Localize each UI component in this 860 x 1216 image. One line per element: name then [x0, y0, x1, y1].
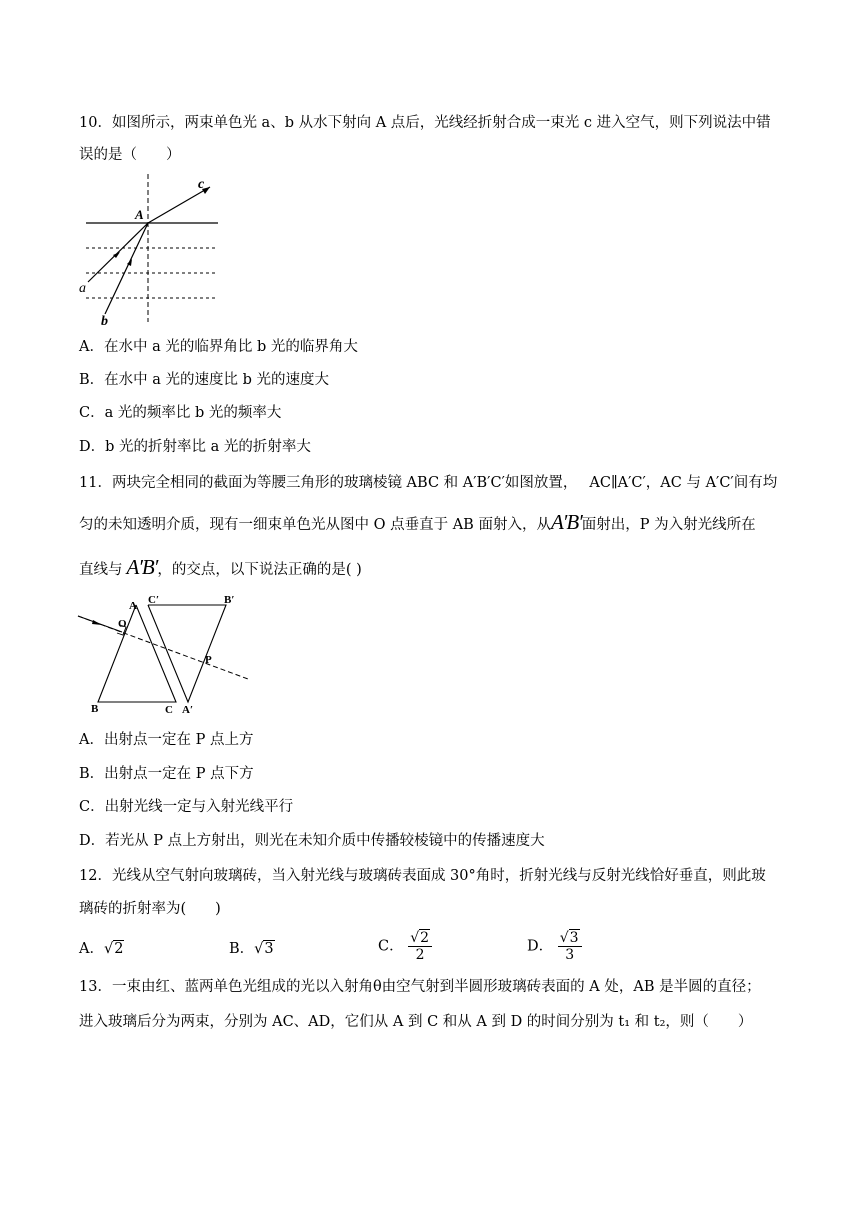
q12-option-b-label: B． — [229, 941, 255, 957]
q12-option-a-label: A． — [79, 941, 104, 957]
q11-label-P: P — [205, 654, 212, 666]
q10-option-c: C．a 光的频率比 b 光的频率大 — [79, 405, 282, 421]
q10-option-d: D．b 光的折射率比 a 光的折射率大 — [79, 439, 311, 455]
q12-stem-line1: 12．光线从空气射向玻璃砖，当入射光线与玻璃砖表面成 30°角时，折射光线与反射光线恰好垂直，则此玻 — [79, 868, 766, 884]
q13-stem-line2: 进入玻璃后分为两束，分别为 AC、AD，它们从 A 到 C 和从 A 到 D 的时间分别为 t₁ 和 t₂，则（ ） — [79, 1014, 753, 1030]
q11-label-B: B — [91, 703, 99, 715]
q11-stem-line1 — [79, 473, 777, 493]
q11-stem-line1b: AC∥A′C′，AC 与 A′C′间有均 — [589, 475, 778, 491]
q13-stem-line1: 13．一束由红、蓝两单色光组成的光以入射角θ由空气射到半圆形玻璃砖表面的 A 处，AB 是半圆的直径； — [79, 979, 761, 995]
q11-stem-line3b: ，的交点，以下说法正确的是( ) — [157, 562, 362, 578]
q11-option-b: B．出射点一定在 P 点下方 — [79, 766, 254, 782]
q12-option-d-num: 3 — [569, 930, 579, 946]
q10-stem-line1: 10．如图所示，两束单色光 a、b 从水下射向 A 点后，光线经折射合成一束光 c 进入空气，则下列说法中错 — [79, 115, 771, 131]
q12-option-b-value: 3 — [264, 941, 274, 957]
q10-option-a: A．在水中 a 光的临界角比 b 光的临界角大 — [79, 339, 358, 355]
q11-stem-line1a: 11．两块完全相同的截面为等腰三角形的玻璃棱镜 ABC 和 A′B′C′如图放置， — [79, 475, 578, 491]
q12-option-c: C． $\frac{√2}{2}$ — [378, 930, 432, 963]
q12-option-a-value: 2 — [114, 941, 124, 957]
q11-label-C: C — [165, 704, 173, 716]
q12-option-d-den: 3 — [565, 947, 575, 963]
q10-stem-line2: 误的是（ ） — [79, 147, 181, 163]
q12-option-a: A．√2 — [79, 941, 124, 957]
q11-symbol-ab-1: A′B′ — [550, 510, 582, 534]
q11-stem-line2a: 匀的未知透明介质，现有一细束单色光从图中 O 点垂直于 AB 面射入，从 — [79, 517, 551, 533]
q12-stem-line2: 璃砖的折射率为( ) — [79, 901, 221, 917]
q11-stem-line3a: 直线与 — [79, 562, 123, 578]
q10-label-a: a — [79, 281, 86, 296]
q11-option-d: D．若光从 P 点上方射出，则光在未知介质中传播较棱镜中的传播速度大 — [79, 833, 545, 849]
q11-label-Ap: A′ — [182, 704, 194, 716]
q12-option-c-num: 2 — [420, 930, 430, 946]
q12-option-d-label: D． — [527, 938, 554, 955]
q11-label-Cp: C′ — [148, 594, 160, 606]
q12-option-c-den: 2 — [415, 947, 425, 963]
q11-option-c: C．出射光线一定与入射光线平行 — [79, 799, 294, 815]
q10-label-b: b — [101, 314, 108, 327]
q11-figure — [76, 592, 256, 721]
q11-label-Bp: B′ — [224, 594, 235, 606]
q11-option-a: A．出射点一定在 P 点上方 — [79, 732, 254, 748]
q10-option-b: B．在水中 a 光的速度比 b 光的速度大 — [79, 372, 330, 388]
q11-label-A: A — [129, 600, 137, 612]
q11-stem-line2 — [79, 509, 756, 538]
q12-option-c-label: C． — [378, 938, 404, 955]
q12-option-b: B．√3 — [229, 941, 274, 957]
q10-figure — [78, 172, 223, 331]
q10-label-c: c — [198, 177, 205, 192]
q11-label-O: O — [118, 618, 127, 630]
q11-symbol-ab-2: A′B′ — [126, 555, 158, 579]
q10-label-A: A — [135, 207, 144, 222]
q11-stem-line3 — [79, 554, 362, 583]
q11-stem-line2b: 面射出，P 为入射光线所在 — [581, 517, 756, 533]
q12-option-d: D． $\frac{√3}{3}$ — [527, 930, 582, 963]
